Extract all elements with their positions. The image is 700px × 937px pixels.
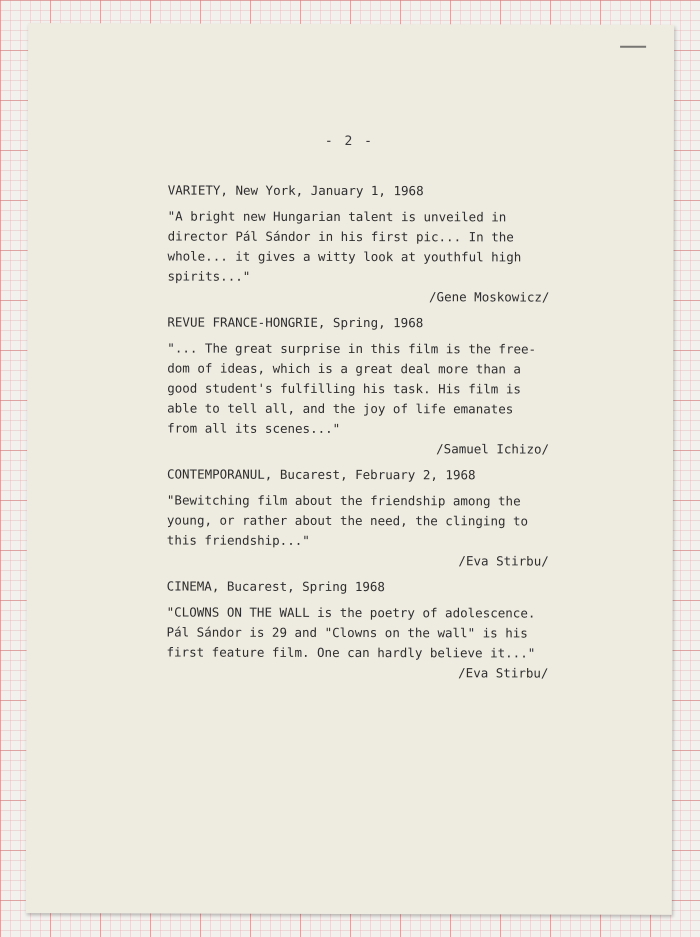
review-author: /Eva Stirbu/ bbox=[458, 665, 549, 681]
review-revue-france-hongrie bbox=[167, 313, 567, 460]
pen-mark bbox=[620, 46, 646, 48]
reviews-list bbox=[166, 181, 567, 690]
review-source: CONTEMPORANUL, Bucarest, February 2, 1968 bbox=[166, 466, 476, 483]
review-variety bbox=[167, 181, 567, 308]
review-quote: "CLOWNS ON THE WALL is the poetry of adolescence. Pál Sándor is 29 and "Clowns on the wall" is his first feature film. One can hardly believe it..." bbox=[166, 604, 536, 661]
review-cinema bbox=[166, 577, 566, 684]
document-page bbox=[26, 23, 674, 915]
review-author: /Samuel Ichizo/ bbox=[436, 441, 550, 457]
review-source: VARIETY, New York, January 1, 1968 bbox=[167, 182, 424, 199]
review-contemporanul bbox=[167, 465, 567, 572]
review-source: CINEMA, Bucarest, Spring 1968 bbox=[166, 578, 385, 595]
review-author: /Gene Moskowicz/ bbox=[429, 289, 550, 305]
page-number: - 2 - bbox=[324, 133, 375, 150]
review-author: /Eva Stirbu/ bbox=[458, 553, 549, 569]
review-quote: "A bright new Hungarian talent is unveiled in director Pál Sándor in his first pic... In the whole... it gives a witty look at youthful high spirits..." bbox=[167, 208, 522, 284]
review-quote: "Bewitching film about the friendship among the young, or rather about the need, the clinging to this friendship..." bbox=[166, 492, 529, 548]
review-source: REVUE FRANCE-HONGRIE, Spring, 1968 bbox=[167, 314, 424, 331]
review-quote: "... The great surprise in this film is the free- dom of ideas, which is a great deal more than a good student's fulfilling his task. His film is able to tell all, and the joy of life emanates from all its scenes..." bbox=[167, 340, 537, 436]
